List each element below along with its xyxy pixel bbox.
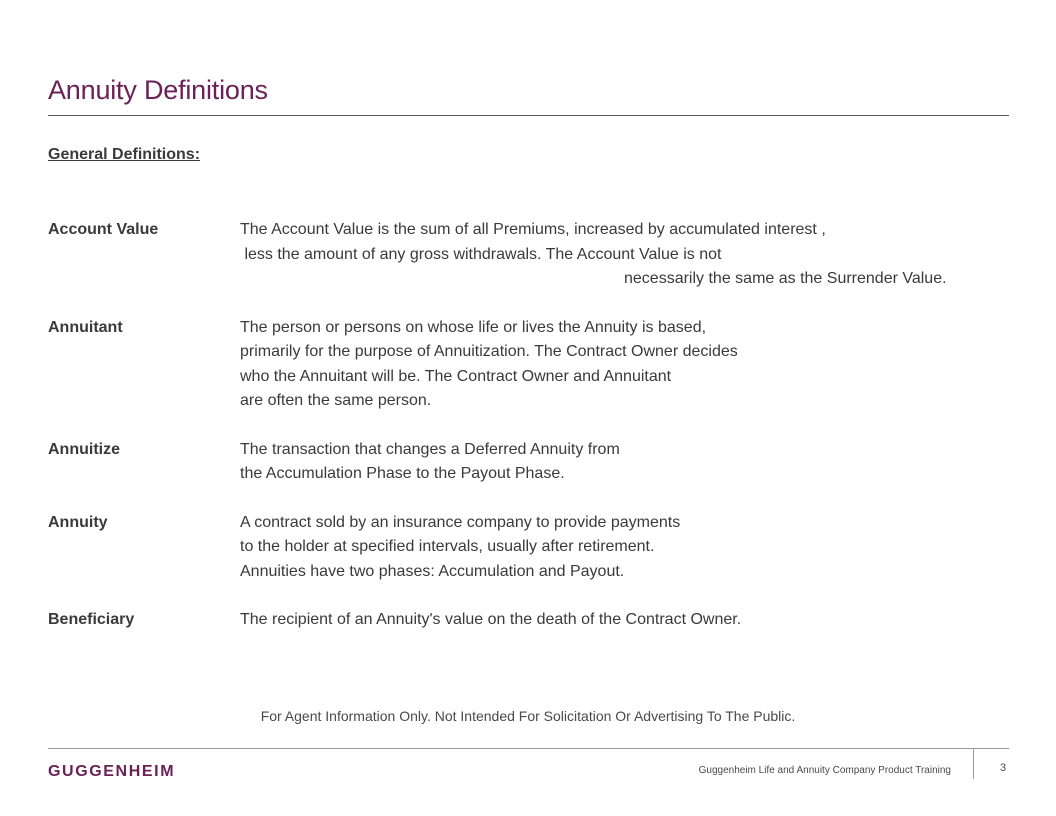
definition-line: are often the same person. [240,392,432,409]
definition-description [240,608,1018,633]
definition-term: Beneficiary [48,611,135,628]
definition-line: Annuities have two phases: Accumulation and Payout. [240,562,625,580]
definition-line: necessarily the same as the Surrender Value. [624,270,947,287]
footer-training-text: Guggenheim Life and Annuity Company Product Training [698,765,951,776]
definition-annuitize [48,438,1018,487]
definition-line: The person or persons on whose life or lives the Annuity is based, [240,318,707,336]
definition-term: Annuitant [48,318,123,336]
footer-vertical-divider [973,748,974,779]
agent-disclaimer: For Agent Information Only. Not Intended For Solicitation Or Advertising To The Public. [260,708,796,724]
definition-line: who the Annuitant will be. The Contract Owner and Annuitant [240,367,672,385]
definition-line: The Account Value is the sum of all Premiums, increased by accumulated interest , [240,221,826,238]
slide-title: Annuity Definitions [48,75,268,105]
logo-text: GUGGENHEIM [48,763,176,778]
definition-line: primarily for the purpose of Annuitization. The Contract Owner decides [240,343,738,360]
section-heading: General Definitions: [48,146,201,163]
definition-account-value [48,218,1018,292]
guggenheim-logo [48,762,200,778]
definition-line: The recipient of an Annuity's value on the death of the Contract Owner. [240,611,742,628]
definition-term: Account Value [48,221,159,238]
definition-line: the Accumulation Phase to the Payout Phase. [240,465,565,482]
definition-line: to the holder at specified intervals, usually after retirement. [240,538,655,555]
definition-description [240,316,1018,414]
definition-description [240,511,1018,585]
definition-term: Annuity [48,513,108,531]
footer-divider [48,748,1009,749]
page-number: 3 [1000,762,1007,774]
definition-term: Annuitize [48,440,120,458]
definition-annuitant [48,316,1018,414]
definition-line: The transaction that changes a Deferred Annuity from [240,440,620,458]
definition-line: less the amount of any gross withdrawals. The Account Value is not [240,245,722,263]
definition-description [240,438,1018,487]
title-divider [48,115,1009,116]
definition-description [240,218,1018,292]
definition-annuity [48,511,1018,585]
definition-beneficiary [48,608,1018,633]
definitions-list [48,218,1018,657]
definition-line: A contract sold by an insurance company to provide payments [240,513,681,531]
